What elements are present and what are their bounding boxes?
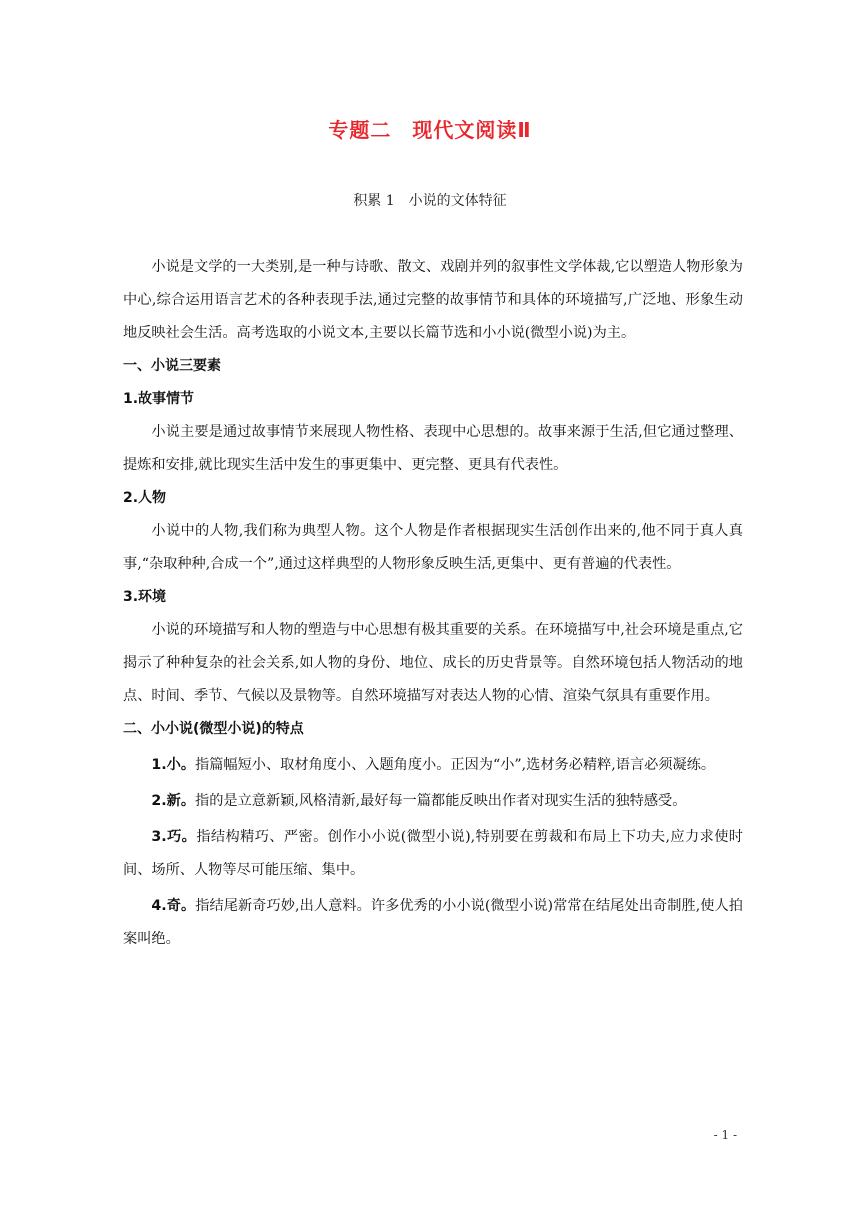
character-paragraph: 小说中的人物,我们称为典型人物。这个人物是作者根据现实生活创作出来的,他不同于真人真事,“杂取种种,合成一个”,通过这样典型的人物形象反映生活,更集中、更有普遍的代表性。 [123,523,743,572]
feature-term: 2.新。 [151,793,196,809]
feature-text: 指篇幅短小、取材角度小、入题角度小。正因为“小”,选材务必精粹,语言必须凝练。 [195,757,716,773]
feature-item-clever [123,821,743,887]
feature-text: 指结尾新奇巧妙,出人意料。许多优秀的小小说(微型小说)常常在结尾处出奇制胜,使人拍案叫绝。 [123,898,743,947]
feature-item-new [123,785,743,818]
page-number: - 1 - [713,1128,737,1142]
feature-text: 指的是立意新颖,风格清新,最好每一篇都能反映出作者对现实生活的独特感受。 [195,793,687,809]
section-heading-elements: 一、小说三要素 [123,358,221,374]
plot-paragraph: 小说主要是通过故事情节来展现人物性格、表现中心思想的。故事来源于生活,但它通过整理、提炼和安排,就比现实生活中发生的事更集中、更完整、更具有代表性。 [123,424,743,473]
intro-paragraph: 小说是文学的一大类别,是一种与诗歌、散文、戏剧并列的叙事性文学体裁,它以塑造人物形象为中心,综合运用语言艺术的各种表现手法,通过完整的故事情节和具体的环境描写,广泛地、形象生动地反映社会生活。高考选取的小说文本,主要以长篇节选和小小说(微型小说)为主。 [123,259,743,341]
subheading-environment: 3.环境 [123,589,167,605]
feature-text: 指结构精巧、严密。创作小小说(微型小说),特别要在剪裁和布局上下功夫,应力求使时间、场所、人物等尽可能压缩、集中。 [123,829,743,878]
feature-item-surprise [123,890,743,956]
page-title: 专题二 现代文阅读Ⅱ [328,118,532,142]
environment-paragraph: 小说的环境描写和人物的塑造与中心思想有极其重要的关系。在环境描写中,社会环境是重点,它揭示了种种复杂的社会关系,如人物的身份、地位、成长的历史背景等。自然环境包括人物活动的地点、时间、季节、气候以及景物等。自然环境描写对表达人物的心情、渲染气氛具有重要作用。 [123,622,743,704]
feature-term: 3.巧。 [151,829,197,845]
subheading-character: 2.人物 [123,490,167,506]
document-body [123,251,743,956]
page-subtitle: 积累 1 小说的文体特征 [353,193,507,209]
feature-term: 1.小。 [151,757,196,773]
feature-item-small [123,749,743,782]
feature-term: 4.奇。 [151,898,196,914]
section-heading-features: 二、小小说(微型小说)的特点 [123,721,304,737]
subheading-plot: 1.故事情节 [123,391,195,407]
